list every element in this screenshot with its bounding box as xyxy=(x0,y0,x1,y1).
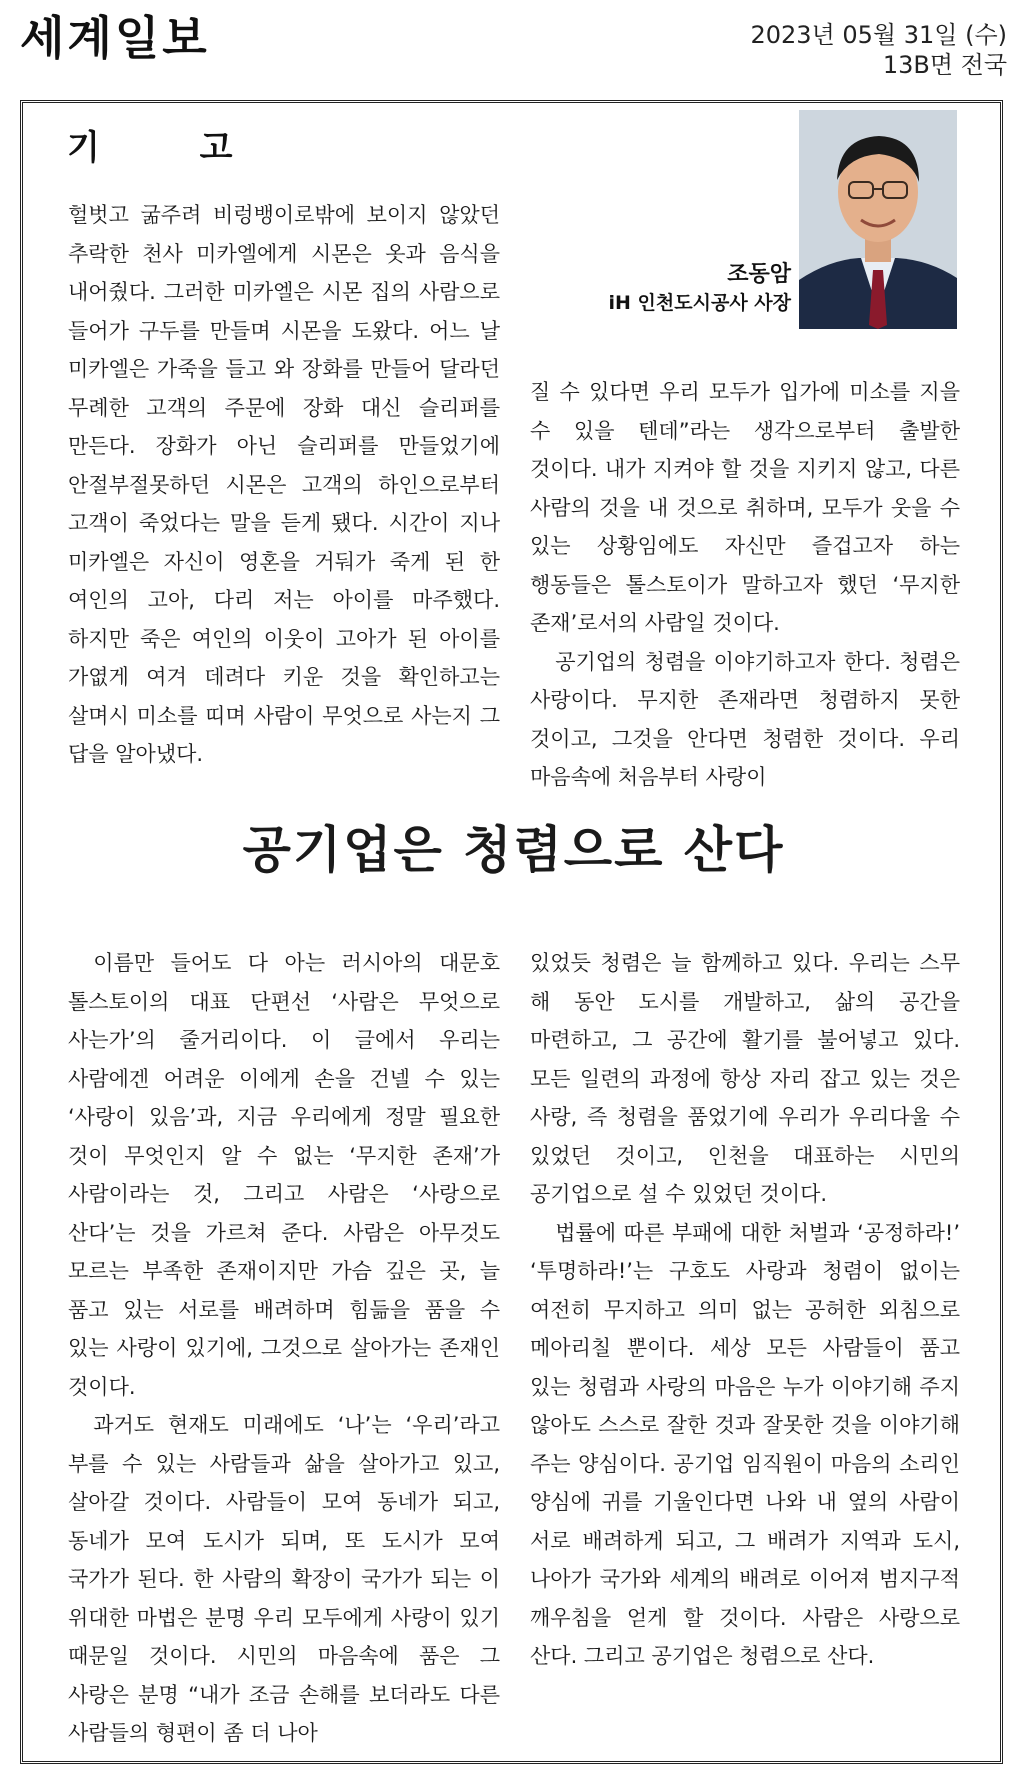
author-photo xyxy=(799,110,957,329)
section-label: 기 고 xyxy=(67,128,277,168)
publication-date: 2023년 05월 31일 (수) xyxy=(750,21,1007,49)
column-1 xyxy=(68,196,500,774)
column-2 xyxy=(530,373,960,797)
dateline xyxy=(750,20,1007,80)
author-title: iH 인천도시공사 사장 xyxy=(608,292,791,314)
author-name: 조동암 xyxy=(727,262,791,287)
paragraph: 법률에 따른 부패에 대한 처벌과 ‘공정하라!’ ‘투명하라!’는 구호도 사랑과 청렴이 없이는 여전히 무지하고 의미 없는 공허한 외침으로 메아리칠 뿐이다. 세상 모든 사람들이 품고 있는 청렴과 사랑의 마음은 누가 이야기해 주지 않아도 스스로 잘한 것과 잘못한 것을 이야기해 주는 양심이다. 공기업 임직원이 마음의 소리인 양심에 귀를 기울인다면 나와 내 옆의 사람이 서로 배려하게 되고, 그 배려가 지역과 도시, 나아가 국가와 세계의 배려로 이어져 범지구적 깨우침을 얻게 할 것이다. 사람은 사랑으로 산다. 그리고 공기업은 청렴으로 산다. xyxy=(530,1220,960,1668)
paragraph: 헐벗고 굶주려 비렁뱅이로밖에 보이지 않았던 추락한 천사 미카엘에게 시몬은 옷과 음식을 내어줬다. 그러한 미카엘은 시몬 집의 사람으로 들어가 구두를 만들며 시몬을 도왔다. 어느 날 미카엘은 가죽을 들고 와 장화를 만들어 달라던 무례한 고객의 주문에 장화 대신 슬리퍼를 만든다. 장화가 아닌 슬리퍼를 만들었기에 안절부절못하던 시몬은 고객의 하인으로부터 고객이 죽었다는 말을 듣게 됐다. 시간이 지나 미카엘은 자신이 영혼을 거둬가 죽게 된 한 여인의 고아, 다리 저는 아이를 마주했다. 하지만 죽은 여인의 이웃이 고아가 된 아이를 가엾게 여겨 데려다 키운 것을 확인하고는 살며시 미소를 띠며 사람이 무엇으로 사는지 그 답을 알아냈다. xyxy=(68,203,500,766)
author-byline xyxy=(609,260,791,316)
paragraph: 있었듯 청렴은 늘 함께하고 있다. 우리는 스무 해 동안 도시를 개발하고, 삶의 공간을 마련하고, 그 공간에 활기를 불어넣고 있다. 모든 일련의 과정에 항상 자리 잡고 있는 것은 사랑, 즉 청렴을 품었기에 우리가 우리다울 수 있었던 것이고, 인천을 대표하는 시민의 공기업으로 설 수 있었던 것이다. xyxy=(530,951,960,1206)
paragraph: 질 수 있다면 우리 모두가 입가에 미소를 지을 수 있을 텐데”라는 생각으로부터 출발한 것이다. 내가 지켜야 할 것을 지키지 않고, 다른 사람의 것을 내 것으로 취하며, 모두가 웃을 수 있는 상황임에도 자신만 즐겁고자 하는 행동들은 톨스토이가 말하고자 했던 ‘무지한 존재’로서의 사람일 것이다. xyxy=(530,380,960,635)
article-headline: 공기업은 청렴으로 산다 xyxy=(242,821,785,879)
column-3 xyxy=(68,944,500,1753)
paragraph: 공기업의 청렴을 이야기하고자 한다. 청렴은 사랑이다. 무지한 존재라면 청렴하지 못한 것이고, 그것을 안다면 청렴한 것이다. 우리 마음속에 처음부터 사랑이 xyxy=(530,649,960,789)
paragraph: 과거도 현재도 미래에도 ‘나’는 ‘우리’라고 부를 수 있는 사람들과 삶을 살아가고 있고, 살아갈 것이다. 사람들이 모여 동네가 되고, 동네가 모여 도시가 되며, 또 도시가 모여 국가가 된다. 한 사람의 확장이 국가가 되는 이 위대한 마법은 분명 우리 모두에게 사랑이 있기 때문일 것이다. 시민의 마음속에 품은 그 사랑은 분명 “내가 조금 손해를 보더라도 다른 사람들의 형편이 좀 더 나아 xyxy=(68,1413,500,1745)
page-info: 13B면 전국 xyxy=(882,51,1007,79)
column-4 xyxy=(530,944,960,1676)
newspaper-masthead: 세계일보 xyxy=(20,11,210,65)
paragraph: 이름만 들어도 다 아는 러시아의 대문호 톨스토이의 대표 단편선 ‘사람은 무엇으로 사는가’의 줄거리이다. 이 글에서 우리는 사람에겐 어려운 이에게 손을 건넬 수 있는 ‘사랑이 있음’과, 지금 우리에게 정말 필요한 것이 무엇인지 알 수 없는 ‘무지한 존재’가 사람이라는 것, 그리고 사람은 ‘사랑으로 산다’는 것을 가르쳐 준다. 사람은 아무것도 모르는 부족한 존재이지만 가슴 깊은 곳, 늘 품고 있는 서로를 배려하며 힘듦을 품을 수 있는 사랑이 있기에, 그것으로 살아가는 존재인 것이다. xyxy=(68,951,500,1399)
